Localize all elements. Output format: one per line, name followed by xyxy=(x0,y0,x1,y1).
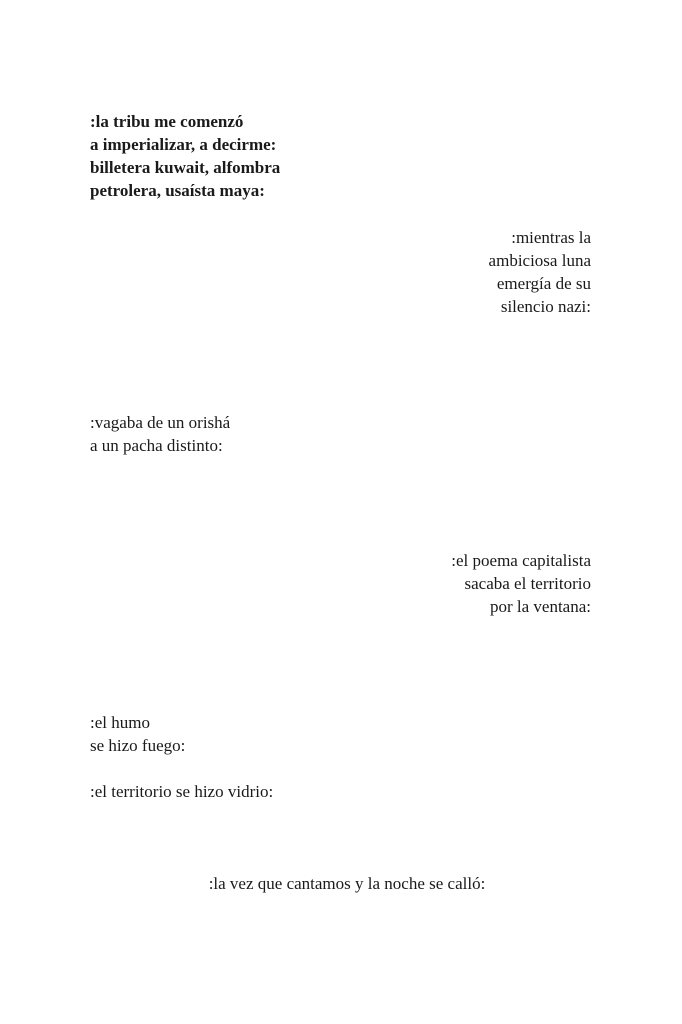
poem-line: a imperializar, a decirme: xyxy=(90,135,277,154)
poem-line: :la vez que cantamos y la noche se calló: xyxy=(208,874,486,893)
poem-line: :el poema capitalista xyxy=(451,551,591,570)
poem-line: emergía de su xyxy=(496,274,591,293)
poem-line: :vagaba de un orishá xyxy=(90,413,231,432)
stanza-3 xyxy=(90,411,230,457)
poem-line: a un pacha distinto: xyxy=(90,436,223,455)
poem-line: :el territorio se hizo vidrio: xyxy=(90,782,274,801)
poem-line: petrolera, usaísta maya: xyxy=(90,181,265,200)
poem-line: :mientras la xyxy=(511,228,591,247)
poem-line: silencio nazi: xyxy=(500,297,591,316)
poem-line: :el humo xyxy=(90,713,150,732)
poem-line: sacaba el territorio xyxy=(464,574,591,593)
poem-line: ambiciosa luna xyxy=(488,251,591,270)
stanza-2 xyxy=(489,226,591,318)
poem-line: se hizo fuego: xyxy=(90,736,186,755)
poem-line: billetera kuwait, alfombra xyxy=(90,158,281,177)
poem-line: por la ventana: xyxy=(489,597,591,616)
stanza-7 xyxy=(6,872,682,895)
stanza-5 xyxy=(90,711,185,757)
stanza-6 xyxy=(90,780,273,803)
poem-line: :la tribu me comenzó xyxy=(90,112,244,131)
stanza-1 xyxy=(90,110,280,202)
stanza-4 xyxy=(451,549,591,618)
